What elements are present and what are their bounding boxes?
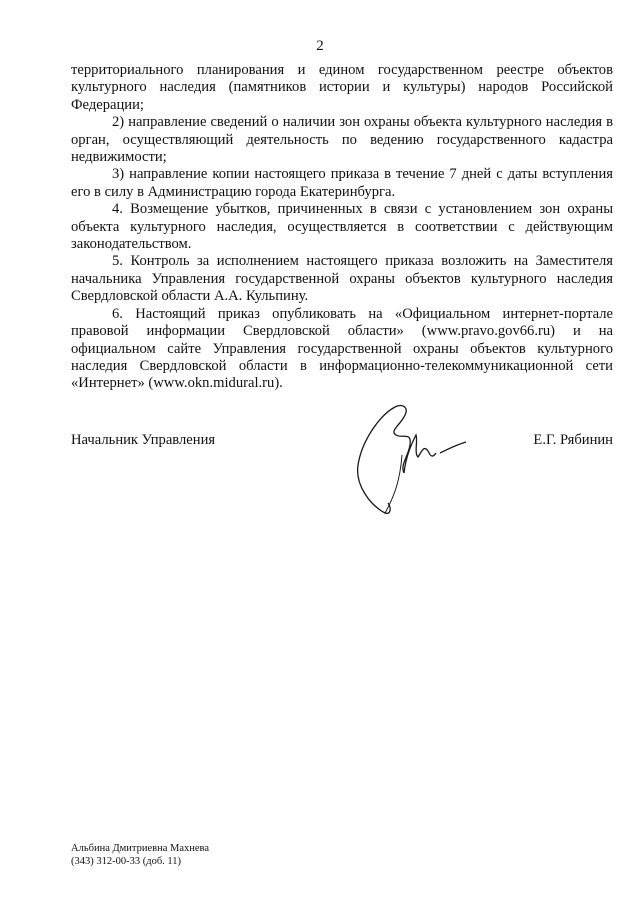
page-number: 2	[316, 38, 324, 54]
executor-name: Альбина Дмитриевна Махнева	[71, 843, 210, 854]
executor-info	[71, 842, 209, 868]
paragraph-item-2: 2) направление сведений о наличии зон охраны объекта культурного наследия в орган, осуществляющий деятельность по ведению государственного кадастра недвижимости;	[71, 114, 613, 166]
paragraph-item-4: 4. Возмещение убытков, причиненных в связи с установлением зон охраны объекта культурного наследия, осуществляется в соответствии с действующим законодательством.	[71, 201, 613, 253]
signatory-name: Е.Г. Рябинин	[533, 432, 613, 448]
handwritten-signature	[340, 395, 480, 525]
paragraph-continuation: территориального планирования и едином государственном реестре объектов культурного наследия (памятников истории и культуры) народов Российской Федерации;	[71, 62, 613, 113]
document-body	[71, 62, 613, 393]
paragraph-item-3: 3) направление копии настоящего приказа в течение 7 дней с даты вступления его в силу в Администрацию города Екатеринбурга.	[71, 166, 613, 200]
paragraph-item-6: 6. Настоящий приказ опубликовать на «Официальном интернет-портале правовой информации Свердловской области» (www.pravo.gov66.ru) и на официальном сайте Управления государственной охраны объектов культурного наследия Свердловской области в информационно-телекоммуникационной сети «Интернет» (www.okn.midural.ru).	[71, 305, 613, 392]
signatory-position: Начальник Управления	[71, 432, 216, 448]
executor-phone: (343) 312-00-33 (доб. 11)	[71, 856, 182, 867]
paragraph-item-5: 5. Контроль за исполнением настоящего приказа возложить на Заместителя начальника Управления государственной охраны объектов культурного наследия Свердловской области А.А. Кульпину.	[71, 253, 613, 305]
